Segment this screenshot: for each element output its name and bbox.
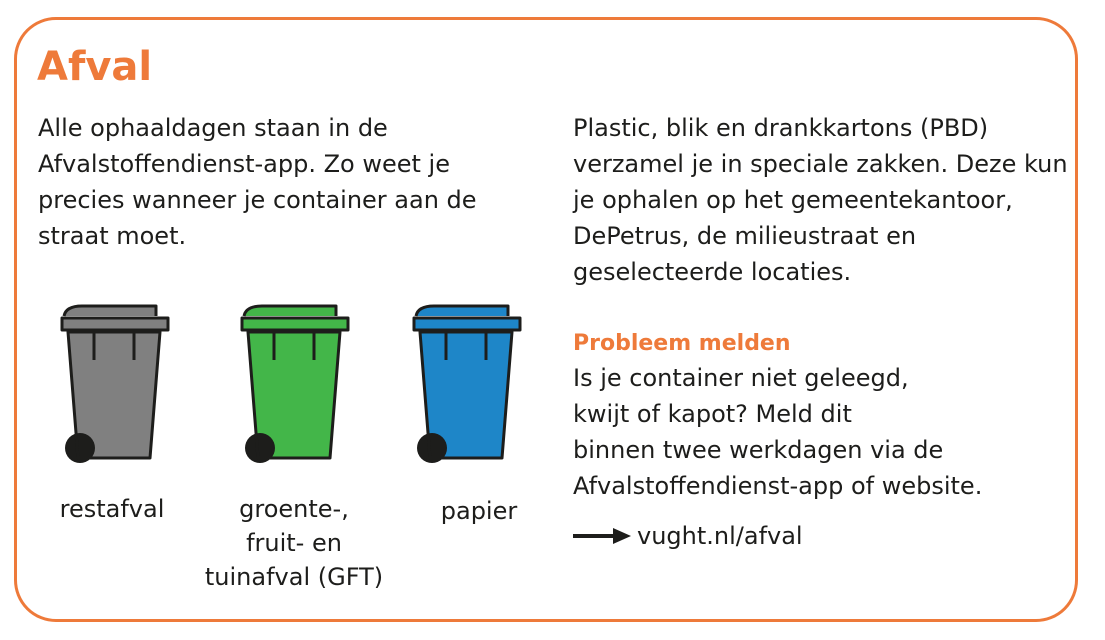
intro-text: Alle ophaaldagen staan in de Afvalstoffendienst-app. Zo weet je precies wanneer je container aan de straat moet. [38, 114, 477, 250]
bin-lid [62, 318, 168, 330]
bin-label-gft: groente-, fruit- en tuinafval (GFT) [204, 495, 384, 591]
page-title: Afval [37, 44, 153, 90]
grey-bin-icon [52, 302, 176, 464]
website-link[interactable] [573, 518, 1073, 554]
arrow-right-icon [573, 526, 631, 546]
pbd-text: Plastic, blik en drankkartons (PBD) verzamel je in speciale zakken. Deze kun je ophalen op het gemeentekantoor, DePetrus, de milieustraat en geselecteerde locaties. [573, 114, 1068, 286]
bin-label-papier: papier [440, 497, 518, 525]
bin-lid [414, 318, 520, 330]
green-bin-icon [232, 302, 356, 464]
right-column [573, 110, 1073, 554]
report-heading: Probleem melden [573, 331, 791, 356]
website-link-text[interactable]: vught.nl/afval [637, 522, 803, 550]
blue-bin-icon [404, 302, 528, 464]
bin-lid [242, 318, 348, 330]
report-text: Is je container niet geleegd, kwijt of kapot? Meld dit binnen twee werkdagen via de Afvalstoffendienst-app of website. [573, 364, 983, 500]
bin-label-restafval: restafval [59, 495, 165, 523]
